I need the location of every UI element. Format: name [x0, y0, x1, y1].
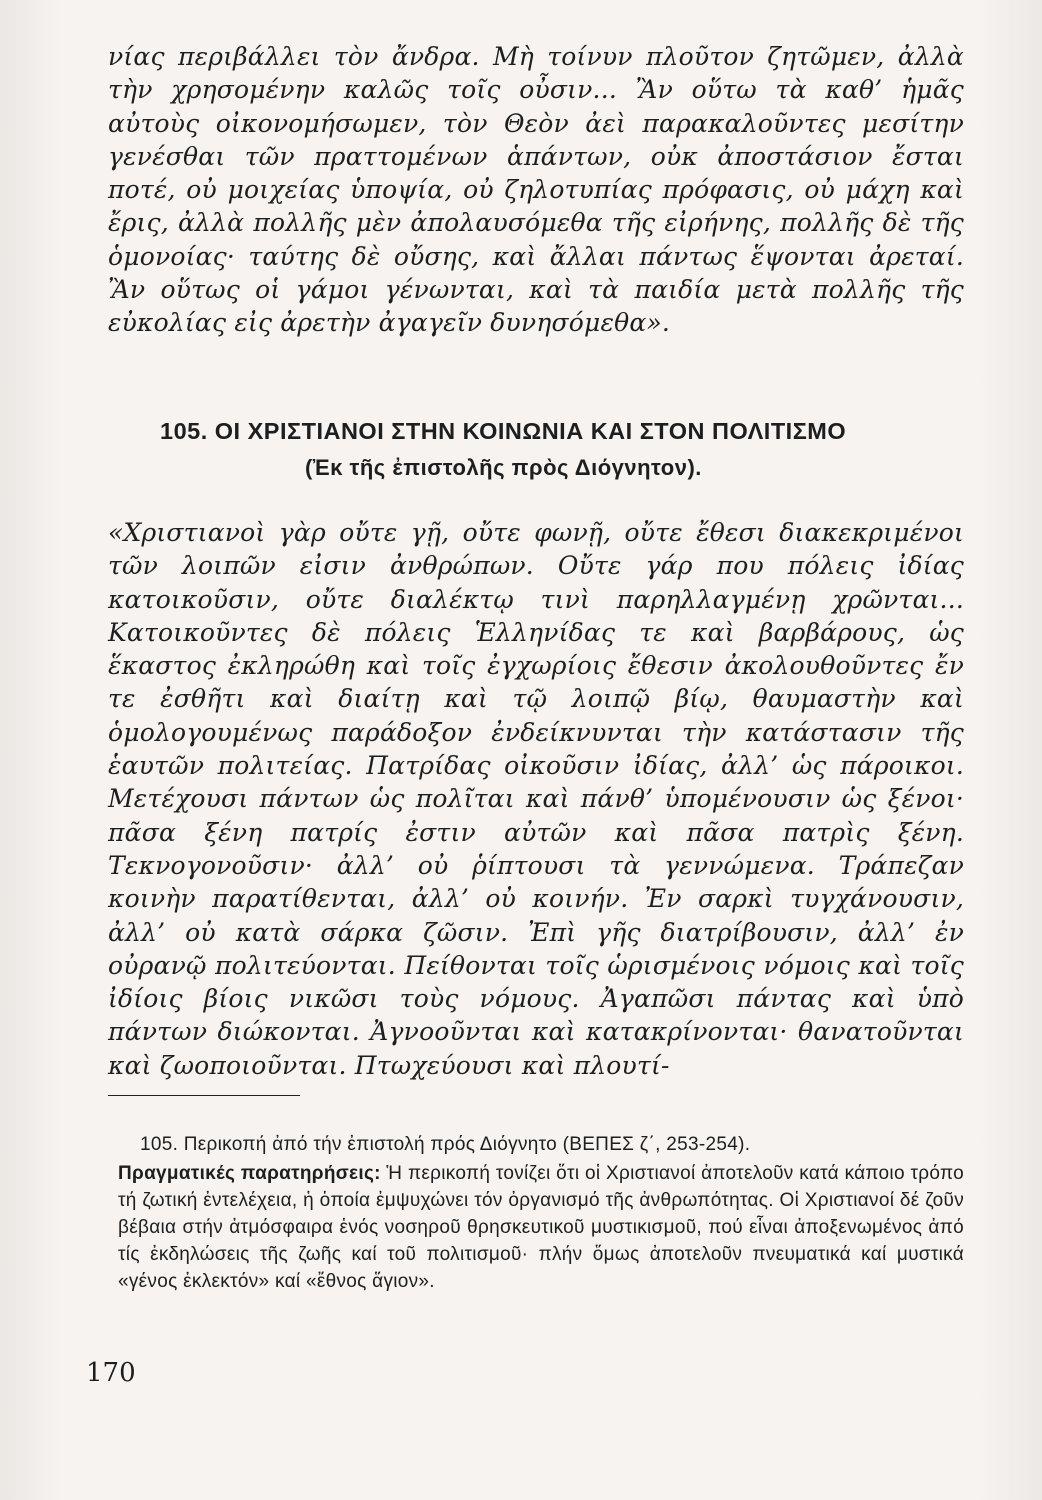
footnote-notes-label: Πραγματικές παρατηρήσεις: [118, 1163, 381, 1184]
quote-text-block [108, 516, 964, 1082]
page-number: 170 [86, 1358, 136, 1388]
quote-paragraph: «Χριστιανοὶ γὰρ οὔτε γῇ, οὔτε φωνῇ, οὔτε ἔθεσι διακεκριμένοι τῶν λοιπῶν εἰσιν ἀνθρώπων. Οὔτε γάρ που πόλεις ἰδίας κατοικοῦσιν, οὔτε διαλέκτῳ τινὶ παρηλλαγμένῃ χρῶνται... Κατοικοῦντες δὲ πόλεις Ἑλληνίδας τε καὶ βαρβάρους, ὡς ἕκαστος ἐκληρώθη καὶ τοῖς ἐγχωρίοις ἔθεσιν ἀκολουθοῦντες ἔν τε ἐσθῆτι καὶ διαίτῃ καὶ τῷ λοιπῷ βίῳ, θαυμαστὴν καὶ ὁμολογουμένως παράδοξον ἐνδείκνυνται τὴν κατάστασιν τῆς ἑαυτῶν πολιτείας. Πατρίδας οἰκοῦσιν ἰδίας, ἀλλ’ ὡς πάροικοι. Μετέχουσι πάντων ὡς πολῖται καὶ πάνθ’ ὑπομένουσιν ὡς ξένοι· πᾶσα ξένη πατρίς ἐστιν αὐτῶν καὶ πᾶσα πατρὶς ξένη. Τεκνογονοῦσιν· ἀλλ’ οὐ ῥίπτουσι τὰ γεννώμενα. Τράπεζαν κοινὴν παρατίθενται, ἀλλ’ οὐ κοινήν. Ἐν σαρκὶ τυγχάνουσιν, ἀλλ’ οὐ κατὰ σάρκα ζῶσιν. Ἐπὶ γῆς διατρίβουσιν, ἀλλ’ ἐν οὐρανῷ πολιτεύονται. Πείθονται τοῖς ὡρισμένοις νόμοις καὶ τοῖς ἰδίοις βίοις νικῶσι τοὺς νόμους. Ἀγαπῶσι πάντας καὶ ὑπὸ πάντων διώκονται. Ἀγνοοῦνται καὶ κατακρίνονται· θανατοῦνται καὶ ζωοποιοῦνται. Πτωχεύουσι καὶ πλουτί- [108, 518, 964, 1080]
footnote-divider [108, 1095, 300, 1096]
footnote-reference [140, 1131, 964, 1158]
top-paragraph: νίας περιβάλλει τὸν ἄνδρα. Μὴ τοίνυν πλοῦτον ζητῶμεν, ἀλλὰ τὴν χρησομένην καλῶς τοῖς οὖσιν... Ἂν οὕτω τὰ καθ’ ἡμᾶς αὐτοὺς οἰκονομήσωμεν, τὸν Θεὸν ἀεὶ παρακαλοῦντες μεσίτην γενέσθαι τῶν πραττομένων ἁπάντων, οὐκ ἀποστάσιον ἔσται ποτέ, οὐ μοιχείας ὑποψία, οὐ ζηλοτυπίας πρόφασις, οὐ μάχη καὶ ἔρις, ἀλλὰ πολλῆς μὲν ἀπολαυσόμεθα τῆς εἰρήνης, πολλῆς δὲ τῆς ὁμονοίας· ταύτης δὲ οὔσης, καὶ ἄλλαι πάντως ἕψονται ἀρεταί. Ἂν οὕτως οἱ γάμοι γένωνται, καὶ τὰ παιδία μετὰ πολλῆς τῆς εὐκολίας εἰς ἀρετὴν ἀγαγεῖν δυνησόμεθα». [108, 42, 964, 338]
footnote-notes [118, 1160, 964, 1295]
top-text-block [108, 40, 964, 340]
footnote-reference-text: 105. Περικοπή ἀπό τήν ἐπιστολή πρός Διόγνητο (ΒΕΠΕΣ ζ΄, 253-254). [140, 1134, 751, 1155]
footnote-notes-text: Ἡ περικοπή τονίζει ὅτι οἱ Χριστιανοί ἀποτελοῦν κατά κάποιο τρόπο τή ζωτική ἐντελέχεια, ἡ ὁποία ἐμψυχώνει τόν ὀργανισμό τῆς ἀνθρωπότητας. Οἱ Χριστιανοί δέ ζοῦν βέβαια στήν ἀτμόσφαιρα ἑνός νοσηροῦ θρησκευτικοῦ μυστικισμοῦ, πού εἶναι ἀποξενωμένος ἀπό τίς ἐκδηλώσεις τῆς ζωῆς καί τοῦ πολιτισμοῦ· πλήν ὅμως ἀποτελοῦν πνευματικά καί μυστικά «γένος ἐκλεκτόν» καί «ἔθνος ἅγιον». [118, 1163, 964, 1292]
section-subheading: (Ἐκ τῆς ἐπιστολῆς πρὸς Διόγνητον). [305, 455, 702, 480]
section-heading: 105. ΟΙ ΧΡΙΣΤΙΑΝΟΙ ΣΤΗΝ ΚΟΙΝΩΝΙΑ ΚΑΙ ΣΤΟΝ ΠΟΛΙΤΙΣΜΟ [160, 418, 847, 444]
